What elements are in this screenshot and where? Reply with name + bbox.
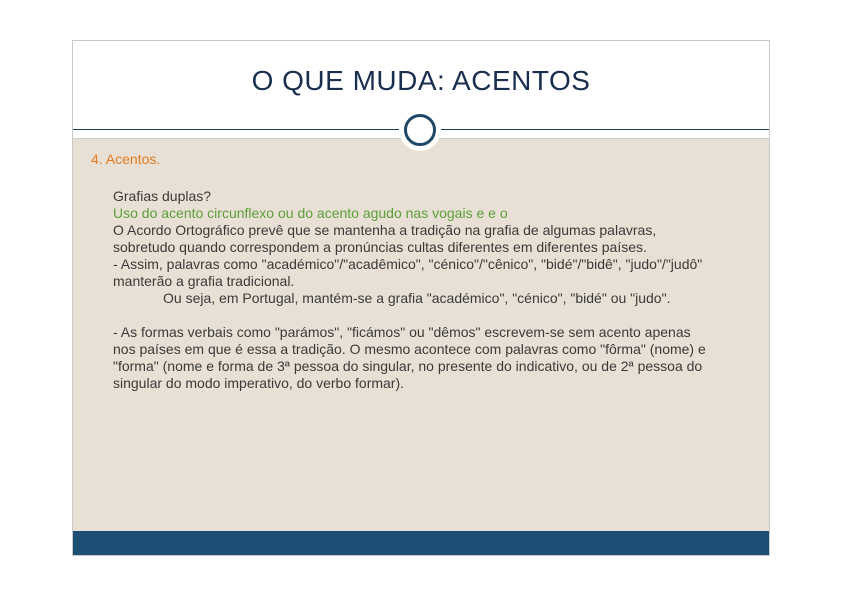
spacer	[91, 307, 711, 324]
paragraph-verbs: - As formas verbais como "parámos", "ficámos" ou "dêmos" escrevem-se sem acento apenas nos países em que é essa a tradição. O mesmo acontece com palavras como "fôrma" (nome) e "forma" (nome e forma de 3ª pessoa do singular, no presente do indicativo, ou de 2ª pessoa do singular do modo imperativo, do verbo formar).	[113, 324, 706, 391]
paragraph-highlight: Uso do acento circunflexo ou do acento agudo nas vogais e e o	[113, 205, 508, 221]
slide	[72, 40, 770, 556]
circle-ring-inner	[404, 114, 436, 146]
slide-title: O QUE MUDA: ACENTOS	[251, 65, 591, 96]
footer-bar	[73, 531, 769, 555]
section-heading: 4. Acentos.	[91, 151, 161, 167]
paragraph-examples: - Assim, palavras como "académico"/"acadêmico", "cénico"/"cênico", "bidé"/"bidê", "judo"/"judô" manterão a grafia tradicional.	[113, 256, 703, 289]
slide-content	[91, 151, 711, 392]
paragraph-portugal: Ou seja, em Portugal, mantém-se a grafia "académico", "cénico", "bidé" ou "judo".	[163, 290, 671, 306]
paragraph-accord: O Acordo Ortográfico prevê que se mantenha a tradição na grafia de algumas palavras, sobretudo quando correspondem a pronúncias cultas diferentes em diferentes países.	[113, 222, 657, 255]
paragraph-question: Grafias duplas?	[113, 188, 212, 204]
circle-ring-icon	[399, 109, 441, 151]
